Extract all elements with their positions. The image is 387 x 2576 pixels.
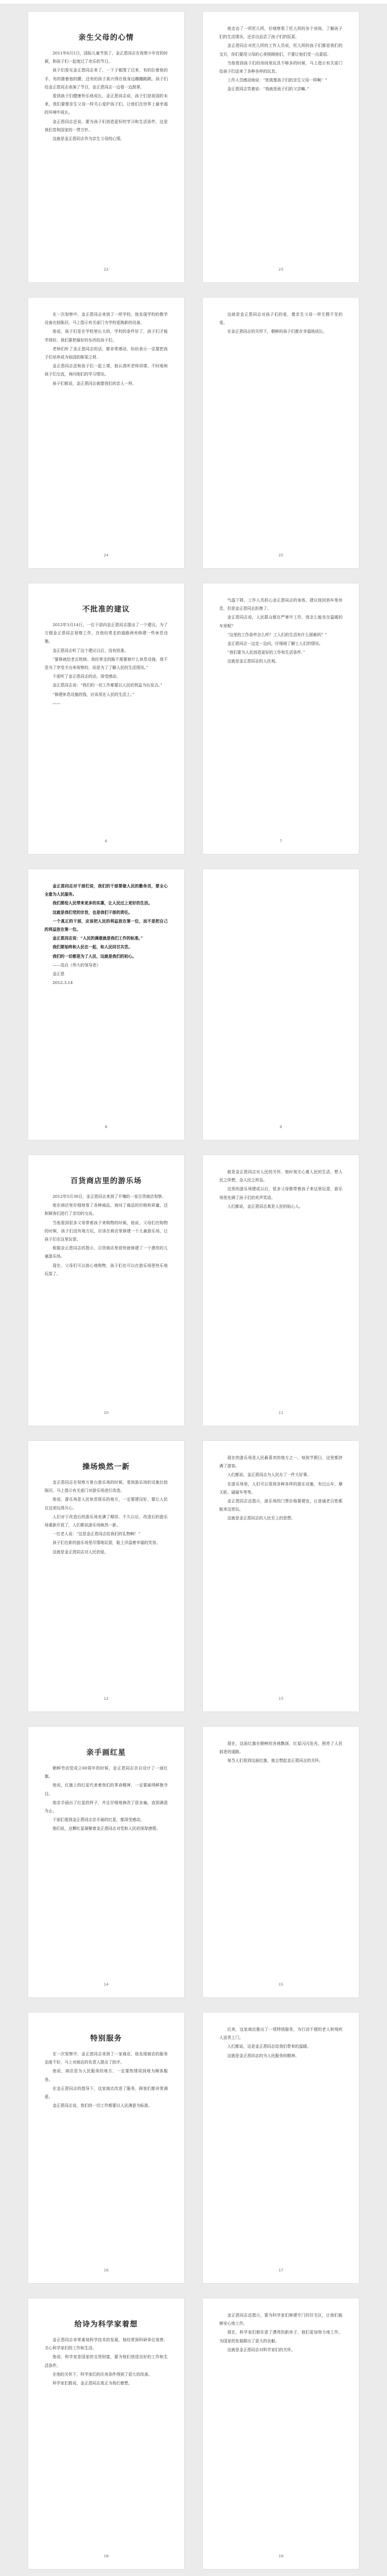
book-page-left xyxy=(28,298,184,568)
body-paragraph: 金正恩同志笑着说：“我就是孩子们的父亲嘛。” xyxy=(227,87,310,92)
body-paragraph: 他们说，这颗红星凝聚着金正恩同志对党和人民的深厚感情。 xyxy=(52,1826,161,1832)
body-paragraph: 金正恩同志说：“人民的满意就是我们工作的标准。” xyxy=(52,936,143,941)
page-content xyxy=(219,1454,342,1688)
body-paragraph: 在一次视察中，金正恩同志来到了一家商店，他发现商店的服务态度不好，马上对商店的负责人提出了批评。 xyxy=(45,2052,168,2065)
body-paragraph: 这就是金正恩同志的为人民服务的精神。 xyxy=(227,2053,299,2058)
page-content xyxy=(219,2025,342,2260)
body-paragraph: 金正恩同志还说，要为孩子们创造更好的学习和生活条件，这是我们党和国家的一贯方针。 xyxy=(45,119,168,132)
body-paragraph: 金正恩同志一边走一边问，仔细地了解工人们的情况。 xyxy=(227,641,323,647)
book-page-left xyxy=(28,2013,184,2283)
body-paragraph: 现在，这面红旗在朝鲜的各地飘扬，红星闪闪发光，照亮了人民前进的道路。 xyxy=(219,1741,342,1755)
book-page-left xyxy=(28,2298,184,2569)
page-content xyxy=(219,2311,342,2546)
body-paragraph: 现在，科学家们都住进了漂亮的新房子，他们更加努力地工作，为国家的发展做出了更大的贡献。 xyxy=(219,2330,342,2343)
book-page-right xyxy=(203,1727,359,1997)
body-paragraph: 人们都说，这是金正恩同志给我们带来的温暖。 xyxy=(227,2044,311,2049)
book-page-right xyxy=(203,1441,359,1711)
page-content xyxy=(219,1740,342,1974)
page-number: 25 xyxy=(278,553,284,558)
book-page-left xyxy=(28,583,184,854)
book-spread xyxy=(0,289,387,575)
body-paragraph: 金正恩 xyxy=(52,972,64,977)
chapter-title: 不批准的建议 xyxy=(82,604,130,613)
body-paragraph: 就是金正恩同志对人民的关怀，他时刻关心着人民的生活，想人民之所想，急人民之所急。 xyxy=(219,1170,342,1183)
body-paragraph: 现在的游乐场是人民最喜欢的地方之一，每到节假日，这里都挤满了游客。 xyxy=(219,1456,342,1469)
page-content xyxy=(45,1740,168,1974)
book-page-left xyxy=(28,1727,184,1997)
body-paragraph: 在金正恩同志的指导下，这家商店改进了服务，顾客们都非常满意。 xyxy=(45,2086,168,2100)
book-spread xyxy=(0,2004,387,2290)
page-content xyxy=(219,310,342,545)
book-spread xyxy=(0,1719,387,2004)
body-paragraph: 孩子们在新的游乐场里尽情地玩耍，脸上洋溢着幸福的笑容。 xyxy=(52,1540,161,1546)
body-paragraph: 金正恩同志对干部们说，我们的干部要做人民的勤务员，要全心全意为人民服务。 xyxy=(45,884,168,897)
chapter-title: 操场焕然一新 xyxy=(82,1462,130,1471)
body-paragraph: 在游乐场里，人们可以看到各种各样的游乐设施，有过山车、摩天轮、碰碰车等等。 xyxy=(219,1481,342,1495)
body-paragraph: 一位老人说：“这是金正恩同志给我们的礼物啊！” xyxy=(52,1532,141,1537)
body-paragraph: 金正恩同志非常重视科学技术的发展，他经常到科研单位视察，关心科学家们的工作和生活。 xyxy=(45,2338,168,2351)
body-paragraph: 干部们看到金正恩同志亲手画的红星，都深受感动。 xyxy=(52,1817,144,1823)
book-page-right xyxy=(203,12,359,282)
body-paragraph: 金正恩同志还指示，游乐场的门票价格要便宜，让普通老百姓都能来这里玩。 xyxy=(219,1499,342,1512)
body-paragraph: 当他看到很多父母带着孩子来购物的时候，他说，父母们在购物的时候，孩子们没有地方玩，应该在商店里修建一个儿童游乐场，让孩子们在这里玩耍。 xyxy=(45,1220,168,1242)
body-paragraph: 金正恩同志在视察万景台游乐场的时候，看到游乐场的设施比较陈旧，马上指示有关部门对游乐场进行改造。 xyxy=(45,1480,168,1494)
body-paragraph: 老师们听了金正恩同志的话，都非常感动，纷纷表示一定要把孩子们培养成为祖国的栋梁之材。 xyxy=(45,346,168,360)
page-number: 10 xyxy=(103,1410,109,1415)
body-paragraph: 2011年6月1日，国际儿童节到了，金正恩同志在视察少年宫的时候，和孩子们一起度过了欢乐的节日。 xyxy=(45,51,168,64)
chapter-title: 亲手画红星 xyxy=(86,1748,126,1757)
body-paragraph: 当他看到孩子们的房间里玩具不够多的时候，马上指示有关部门给孩子们送来了各种各样的玩具。 xyxy=(219,60,342,74)
body-paragraph: 气温下降，工作人员担心金正恩同志的身体，建议他回到车里休息，但是金正恩同志拒绝了。 xyxy=(219,598,342,611)
body-paragraph: 2012.3.14 xyxy=(52,980,73,986)
body-paragraph: 金正恩同志听了这个建议以后，没有批准。 xyxy=(52,648,128,653)
body-paragraph: 一个真正的干部，应该把人民的利益放在第一位，而不是把自己的利益放在第一位。 xyxy=(45,918,168,932)
body-paragraph: 他亲手画出了红星的样子，并且仔细地修改了很多遍，直到满意为止。 xyxy=(45,1800,168,1814)
body-paragraph: 孩子们看见金正恩同志来了，一下子都围了过来，有的拉着他的手，有的搂着他的腰，还有的孩子高兴得在他身边蹦蹦跳跳。孩子们给金正恩同志表演了节目，金正恩同志一边看一边鼓掌。 xyxy=(45,68,168,90)
body-paragraph: 现在，父母们可以放心地购物，孩子们也可以在游乐场里快乐地玩耍了。 xyxy=(45,1263,168,1276)
page-content xyxy=(45,882,168,1116)
body-paragraph: 他说，商店是为人民服务的地方，一定要热情周到地为顾客服务。 xyxy=(45,2069,168,2082)
page-number: 16 xyxy=(103,2268,109,2273)
body-paragraph: 在一次视察中，金正恩同志来到了一所学校，他发现学校的教学设备比较陈旧，马上指示有关部门为学校更换新的设备。 xyxy=(45,312,168,326)
book-page-right xyxy=(203,298,359,568)
page-content xyxy=(45,596,168,831)
page-content xyxy=(45,25,168,259)
page-number: 22 xyxy=(103,267,109,272)
page-number: 9 xyxy=(279,1125,283,1129)
body-paragraph: 他说，游乐场是人民休息娱乐的地方，一定要建设好，要让人民在这里玩得开心。 xyxy=(45,1497,168,1511)
book-page-right xyxy=(203,2013,359,2283)
book-page-right xyxy=(203,583,359,854)
body-paragraph: 孩子们都说，金正恩同志就像我们的亲人一样。 xyxy=(52,381,137,386)
page-number: 14 xyxy=(103,1982,109,1987)
body-paragraph: 金正恩同志说，我们的一切工作都要以人民满意为标准。 xyxy=(52,2103,152,2109)
page-number: 6 xyxy=(104,839,108,843)
body-paragraph: 他走访了一所托儿所，仔细察看了托儿所的各个房间，了解孩子们的生活情况，还亲自品尝了孩子们的饭菜。 xyxy=(219,26,342,40)
chapter-title: 亲生父母的心情 xyxy=(78,33,134,42)
book-spread xyxy=(0,4,387,289)
body-paragraph: 这就是金正恩同志的人民至上的思想。 xyxy=(227,1516,296,1521)
body-paragraph: 在他的关怀下，科学家们的住房条件得到了很大的改善。 xyxy=(52,2372,152,2377)
body-paragraph: 我们要始终和人民在一起，和人民同甘共苦。 xyxy=(52,945,133,950)
body-paragraph: 这就是金正恩同志对人民的爱。 xyxy=(52,1549,108,1555)
page-number: 7 xyxy=(279,839,283,843)
body-paragraph: 我们的一切都是为了人民，这就是我们的初心。 xyxy=(52,954,137,959)
body-paragraph: 朝鲜劳动党成立60周年的时候，金正恩同志亲自设计了一面红旗。 xyxy=(45,1766,168,1779)
body-paragraph: 后来，这家商店推出了一项特别服务，为行动不便的老人和残疾人送货上门。 xyxy=(219,2027,342,2041)
page-number: 24 xyxy=(103,553,109,558)
body-paragraph: 我们要给人民带来更多的实惠，让人民过上更好的生活。 xyxy=(52,901,152,906)
body-paragraph: 这就是金正恩同志对科学家们的关怀。 xyxy=(227,2347,296,2352)
body-paragraph: 看到孩子们健康快乐地成长，金正恩同志说，孩子们是祖国的未来，我们要像亲生父母一样关心爱护孩子们，让他们在世界上最幸福的环境中成长。 xyxy=(45,94,168,115)
page-content xyxy=(45,2025,168,2260)
book-page-left xyxy=(28,869,184,1140)
body-paragraph: 人们对于改造后的游乐场充满了期待。不久以后，改造后的游乐场重新开放了，人们都说游乐场焕然一新。 xyxy=(45,1514,168,1528)
page-content xyxy=(45,2311,168,2546)
body-paragraph: 干部听了金正恩同志的话，深受感动。 xyxy=(52,674,121,679)
body-paragraph: 工作人员感动地说：“您真像孩子们的亲生父母一样啊！” xyxy=(227,78,327,83)
page-number: 8 xyxy=(104,1125,108,1129)
page-content xyxy=(45,1454,168,1688)
body-paragraph: —— xyxy=(52,701,61,706)
book-spread xyxy=(0,575,387,861)
body-paragraph: ——选自《伟大的领导者》 xyxy=(52,962,101,968)
page-content xyxy=(219,596,342,831)
page-number: 18 xyxy=(103,2554,109,2558)
body-paragraph: 金正恩同志还指示，要为科学家们修建专门的住宅区，让他们能够安心地工作。 xyxy=(219,2313,342,2326)
body-paragraph: 每当人们看到这面红旗，就会想起金正恩同志的关怀。 xyxy=(227,1758,323,1764)
body-paragraph: 这里的游乐场建成以后，很多父母都带着孩子来这里玩耍，游乐场里充满了孩子们的欢声笑语。 xyxy=(219,1187,342,1200)
page-number: 12 xyxy=(103,1696,109,1701)
page-number: 23 xyxy=(278,267,284,272)
page-number: 15 xyxy=(278,1982,284,1987)
book-page-right xyxy=(203,869,359,1140)
body-paragraph: “这里的工作条件怎么样？工人们的生活有什么困难吗？” xyxy=(227,632,327,637)
body-paragraph: 这就是我们党的宗旨，也是我们干部的责任。 xyxy=(52,910,133,915)
body-paragraph: 根据金正恩同志的指示，百货商店里很快就修建了一个漂亮的儿童游乐场。 xyxy=(45,1246,168,1259)
body-paragraph: 人们都说，金正恩同志为人民办了一件大好事。 xyxy=(227,1473,311,1478)
body-paragraph: 他说，红旗上的红星代表着我们的革命精神，一定要画得鲜艳夺目。 xyxy=(45,1783,168,1796)
book-spread xyxy=(0,2290,387,2576)
chapter-title: 百货商店里的游乐场 xyxy=(70,1176,142,1185)
body-paragraph: 金正恩同志对托儿所的工作人员说，托儿所的孩子们都是我们的宝贝，你们要用父母的心来照顾他们，不要让他们受一点委屈。 xyxy=(219,43,342,57)
body-paragraph: 在金正恩同志的关怀下，朝鲜的孩子们都在幸福地成长。 xyxy=(227,329,327,334)
body-paragraph: 科学家们都说，金正恩同志真正为我们着想。 xyxy=(52,2381,133,2386)
book-spread xyxy=(0,1433,387,1719)
page-number: 17 xyxy=(278,2268,284,2273)
page-number: 11 xyxy=(278,1410,284,1415)
chapter-title: 特别服务 xyxy=(90,2034,122,2042)
body-paragraph: “我们要为人民创造更好的工作和生活条件。” xyxy=(227,650,305,655)
page-content xyxy=(219,25,342,259)
book-spread xyxy=(0,861,387,1147)
body-paragraph: 他在商店里仔细地看了各种商品，询问了商品的价格和质量，还和顾客们进行了亲切的交谈。 xyxy=(45,1203,168,1217)
body-paragraph: 他说，科学家是国家的宝贵财富，要为他们创造良好的工作和生活条件。 xyxy=(45,2355,168,2368)
body-paragraph: 金正恩同志说：“我们的一切工作都要以人民的利益为出发点。” xyxy=(52,683,162,688)
body-paragraph: 这就是金正恩同志对孩子们的爱，像亲生父母一样无微不至的爱。 xyxy=(219,312,342,326)
body-paragraph: 人们都说，金正恩同志真是人民的贴心人。 xyxy=(227,1204,303,1209)
book-page-right xyxy=(203,2298,359,2569)
body-paragraph: 2012年3月14日，一位干部向金正恩同志提出了一个建议，为了方便金正恩同志视察工作，在他经常走的道路两旁修建一些休息设施。 xyxy=(45,623,168,644)
page-content xyxy=(219,882,342,1116)
body-paragraph: 这就是金正恩同志的人民观。 xyxy=(227,659,279,664)
body-paragraph: “修建休息设施的钱，应该用在人民的生活上。” xyxy=(52,692,135,697)
body-paragraph: 2012年5月30日，金正恩同志来到了平壤的一家百货商店视察。 xyxy=(52,1194,166,1199)
page-content xyxy=(45,1168,168,1402)
page-number: 13 xyxy=(278,1696,284,1701)
book-page-left xyxy=(28,12,184,282)
body-paragraph: 这就是金正恩同志作为亲生父母的心情。 xyxy=(52,136,124,142)
book-page-left xyxy=(28,1155,184,1426)
body-paragraph: “要修就给老百姓修。我经常走的路不需要修什么休息设施，我不是为了享受才出来视察的，而是为了了解人民的生活情况。” xyxy=(45,657,168,671)
page-content xyxy=(45,310,168,545)
book-page-right xyxy=(203,1155,359,1426)
body-paragraph: 金正恩同志说，人民群众都在严寒中工作，我怎么能坐在温暖的车里呢？ xyxy=(219,615,342,628)
page-number: 19 xyxy=(278,2554,284,2558)
page-content xyxy=(219,1168,342,1402)
body-paragraph: 金正恩同志还和孩子们一起上课，他认真听老师讲课，不时地和孩子们交流，询问他们的学习情况。 xyxy=(45,364,168,377)
chapter-title: 给诗为科学家着想 xyxy=(74,2319,138,2328)
book-spread xyxy=(0,1147,387,1433)
book-page-left xyxy=(28,1441,184,1711)
body-paragraph: 他说，孩子们是在学校里长大的，学校的条件好了，孩子们才能学得好。我们要把最好的东西给孩子们。 xyxy=(45,329,168,343)
